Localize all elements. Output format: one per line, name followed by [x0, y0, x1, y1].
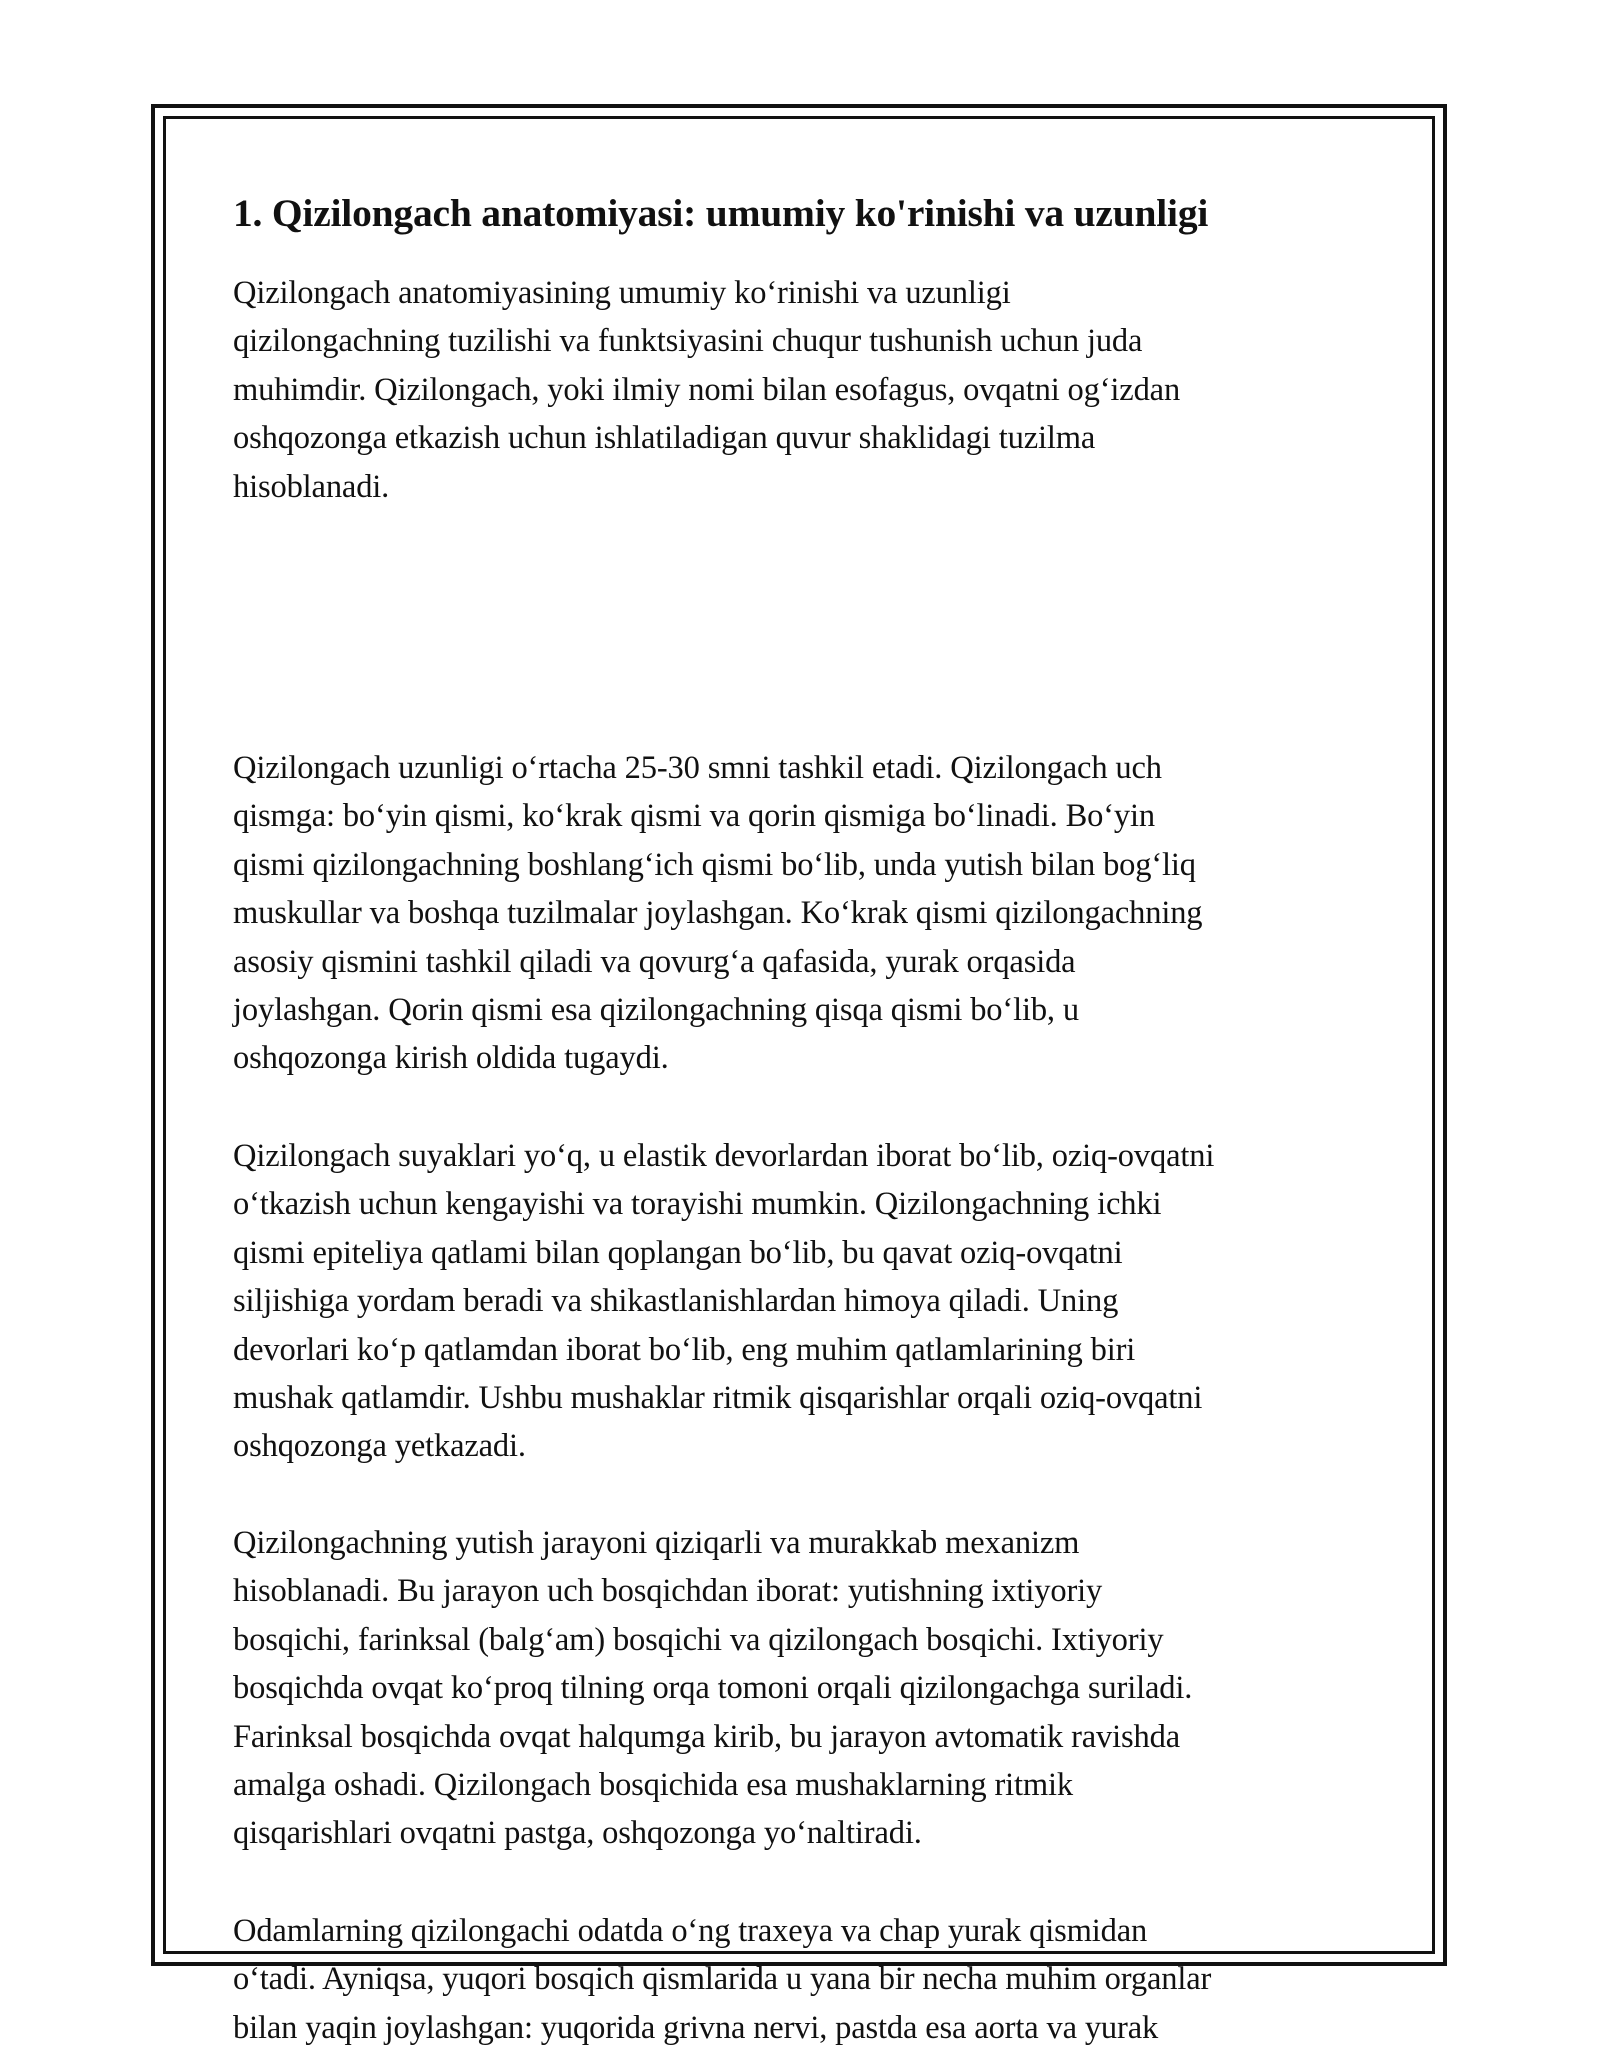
- text-line: oʻtkazish uchun kengayishi va torayishi mumkin. Qizilongachning ichki: [233, 1186, 1162, 1223]
- paragraph-position: [233, 1907, 1211, 2052]
- text-line: joylashgan. Qorin qismi esa qizilongachning qisqa qismi boʻlib, u: [233, 992, 1079, 1029]
- text-line: qismi qizilongachning boshlangʻich qismi boʻlib, unda yutish bilan bogʻliq: [233, 846, 1196, 883]
- text-line: asosiy qismini tashkil qiladi va qovurgʻa qafasida, yurak orqasida: [233, 943, 1076, 980]
- text-line: Qizilongach uzunligi oʻrtacha 25-30 smni tashkil etadi. Qizilongach uch: [233, 750, 1162, 786]
- text-line: bilan yaqin joylashgan: yuqorida grivna nervi, pastda esa aorta va yurak: [233, 2009, 1159, 2046]
- text-line: amalga oshadi. Qizilongach bosqichida esa mushaklarning ritmik: [233, 1767, 1074, 1804]
- text-line: qisqarishlari ovqatni pastga, oshqozonga yoʻnaltiradi.: [233, 1815, 922, 1852]
- text-line: Qizilongachning yutish jarayoni qiziqarli va murakkab mexanizm: [233, 1525, 1080, 1561]
- text-line: oshqozonga kirish oldida tugaydi.: [233, 1040, 669, 1077]
- text-line: mushak qatlamdir. Ushbu mushaklar ritmik qisqarishlar orqali oziq-ovqatni: [233, 1380, 1203, 1417]
- text-line: muskullar va boshqa tuzilmalar joylashgan. Koʻkrak qismi qizilongachning: [233, 895, 1203, 932]
- text-line: bosqichda ovqat koʻproq tilning orqa tomoni orqali qizilongachga suriladi.: [233, 1670, 1193, 1707]
- text-line: oshqozonga etkazish uchun ishlatiladigan quvur shaklidagi tuzilma: [233, 420, 1096, 457]
- text-line: hisoblanadi.: [233, 468, 390, 505]
- document-content: [233, 187, 1363, 2046]
- text-line: siljishiga yordam beradi va shikastlanishlardan himoya qiladi. Uning: [233, 1283, 1119, 1320]
- text-line: Odamlarning qizilongachi odatda oʻng traxeya va chap yurak qismidan: [233, 1913, 1148, 1949]
- text-line: Qizilongach suyaklari yoʻq, u elastik devorlardan iborat boʻlib, oziq-ovqatni: [233, 1138, 1215, 1174]
- paragraph-length-sections: [233, 744, 1202, 1083]
- text-line: oʻtadi. Ayniqsa, yuqori bosqich qismlarida u yana bir necha muhim organlar: [233, 1961, 1212, 1998]
- text-line: Farinksal bosqichda ovqat halqumga kirib, bu jarayon avtomatik ravishda: [233, 1718, 1180, 1755]
- text-line: Qizilongach anatomiyasining umumiy koʻrinishi va uzunligi: [233, 275, 1011, 311]
- text-line: bosqichi, farinksal (balgʻam) bosqichi va qizilongach bosqichi. Ixtiyoriy: [233, 1621, 1164, 1658]
- text-line: qismi epiteliya qatlami bilan qoplangan boʻlib, bu qavat oziq-ovqatni: [233, 1234, 1123, 1271]
- text-line: devorlari koʻp qatlamdan iborat boʻlib, eng muhim qatlamlarining biri: [233, 1331, 1136, 1368]
- text-line: muhimdir. Qizilongach, yoki ilmiy nomi bilan esofagus, ovqatni ogʻizdan: [233, 371, 1181, 408]
- text-line: qismga: boʻyin qismi, koʻkrak qismi va qorin qismiga boʻlinadi. Boʻyin: [233, 798, 1155, 835]
- paragraph-swallowing: [233, 1519, 1192, 1858]
- paragraph-wall-structure: [233, 1132, 1214, 1471]
- section-heading: 1. Qizilongach anatomiyasi: umumiy ko'rinishi va uzunligi: [233, 191, 1209, 235]
- text-line: qizilongachning tuzilishi va funktsiyasini chuqur tushunish uchun juda: [233, 323, 1143, 360]
- paragraph-overview: [233, 269, 1180, 511]
- text-line: hisoblanadi. Bu jarayon uch bosqichdan iborat: yutishning ixtiyoriy: [233, 1573, 1103, 1610]
- text-line: oshqozonga yetkazadi.: [233, 1428, 526, 1465]
